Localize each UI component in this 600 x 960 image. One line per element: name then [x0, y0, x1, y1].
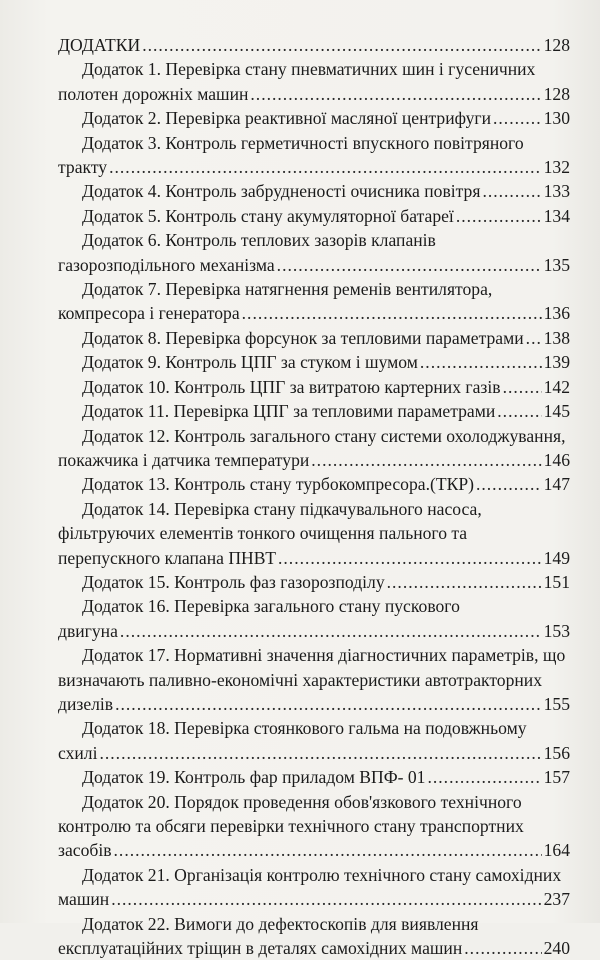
toc-entry-text: Додаток 1. Перевірка стану пневматичних шин і гусеничних [82, 59, 536, 80]
toc-entry-text: Додаток 22. Вимоги до дефектоскопів для виявлення [82, 913, 479, 934]
dot-leader [526, 326, 542, 350]
toc-entry-text: Додаток 14. Перевірка стану підкачувального насоса, [82, 498, 482, 519]
dot-leader [278, 546, 542, 570]
toc-entry-page: 164 [543, 840, 570, 861]
toc-entry[interactable] [58, 326, 570, 350]
toc-entry-line [58, 326, 570, 350]
dot-leader [109, 155, 542, 179]
toc-entry-text: Додаток 20. Порядок проведення обов'язкового технічного [82, 791, 522, 812]
toc-entry-line [58, 253, 570, 277]
toc-entry-text: Додаток 4. Контроль забрудненості очисника повітря [82, 181, 481, 202]
toc-entry[interactable] [58, 424, 570, 473]
toc-entry-line [58, 912, 570, 936]
toc-entry[interactable] [58, 277, 570, 326]
toc-entry-text: визначають паливно-економічні характеристики автотракторних [58, 669, 543, 690]
toc-entry[interactable] [58, 570, 570, 594]
toc-entry-text: Додаток 10. Контроль ЦПГ за витратою картерних газів [82, 376, 501, 397]
toc-entry-line [58, 277, 570, 301]
toc-entry[interactable] [58, 375, 570, 399]
toc-entry-page: 133 [543, 181, 570, 202]
toc-entry-line [58, 82, 570, 106]
toc-entry-line [58, 399, 570, 423]
dot-leader [242, 301, 542, 325]
toc-entry-text: покажчика і датчика температури [58, 449, 310, 470]
toc-entry-text: газорозподільного механізма [58, 254, 275, 275]
dot-leader [277, 253, 542, 277]
dot-leader [387, 570, 542, 594]
toc-entry-page: 132 [543, 157, 570, 178]
toc-entry-text: Додаток 19. Контроль фар приладом ВПФ- 01 [82, 767, 426, 788]
toc-entry-line [58, 350, 570, 374]
toc-entry-page: 157 [543, 767, 570, 788]
toc-entry-page: 135 [543, 254, 570, 275]
toc-entry-line [58, 716, 570, 740]
toc-entry[interactable] [58, 399, 570, 423]
toc-entry-text: полотен дорожніх машин [58, 83, 249, 104]
dot-leader [142, 33, 541, 57]
dot-leader [482, 179, 541, 203]
toc-entry-line [58, 131, 570, 155]
toc-entry-line [58, 179, 570, 203]
toc-entry-page: 149 [543, 547, 570, 568]
toc-entry-text: Додаток 6. Контроль теплових зазорів клапанів [82, 230, 436, 251]
toc-entry[interactable] [58, 790, 570, 863]
toc-entry-text: дизелів [58, 693, 114, 714]
toc-entry-text: Додаток 16. Перевірка загального стану пускового [82, 596, 460, 617]
dot-leader [493, 106, 542, 130]
toc-entry-page: 146 [543, 449, 570, 470]
toc-entry-page: 147 [543, 474, 570, 495]
toc-heading-page: 128 [543, 35, 570, 55]
toc-entry-text: Додаток 21. Організація контролю технічного стану самохідних [82, 864, 562, 885]
toc-entry[interactable] [58, 716, 570, 765]
toc-entry-line [58, 57, 570, 81]
dot-leader [497, 399, 541, 423]
toc-entry-text: Додаток 12. Контроль загального стану системи охолоджування, [82, 425, 566, 446]
toc-entry-text: компресора і генератора [58, 303, 240, 324]
toc-heading[interactable] [58, 33, 570, 57]
table-of-contents [58, 33, 570, 960]
toc-entry-text: Додаток 17. Нормативні значення діагностичних параметрів, що [82, 645, 566, 666]
toc-entry-text: Додаток 18. Перевірка стоянкового гальма на подовжньому [82, 718, 527, 739]
toc-entry-line [58, 619, 570, 643]
toc-entry-text: Додаток 7. Перевірка натягнення ременів вентилятора, [82, 279, 493, 300]
toc-entry-line [58, 106, 570, 130]
dot-leader [114, 838, 542, 862]
toc-entry[interactable] [58, 497, 570, 570]
toc-heading-title: ДОДАТКИ [58, 35, 141, 55]
toc-entry[interactable] [58, 350, 570, 374]
toc-entry-line [58, 424, 570, 448]
toc-entry-line [58, 546, 570, 570]
dot-leader [427, 765, 541, 789]
toc-entry-line [58, 594, 570, 618]
toc-entry[interactable] [58, 863, 570, 912]
toc-entry-page: 136 [543, 303, 570, 324]
toc-entry[interactable] [58, 179, 570, 203]
toc-entry-line [58, 692, 570, 716]
toc-entry-page: 145 [543, 401, 570, 422]
toc-entry[interactable] [58, 57, 570, 106]
toc-entry[interactable] [58, 594, 570, 643]
toc-entry-line [58, 521, 570, 545]
toc-entry-text: експлуатаційних тріщин в деталях самохідних машин [58, 938, 463, 959]
toc-entry-line [58, 765, 570, 789]
toc-entry-text: Додаток 13. Контроль стану турбокомпресора.(ТКР) [82, 474, 474, 495]
toc-entry[interactable] [58, 106, 570, 130]
dot-leader [311, 448, 541, 472]
toc-entry-line [58, 570, 570, 594]
toc-entry-text: перепускного клапана ПНВТ [58, 547, 276, 568]
toc-entry-line [58, 643, 570, 667]
toc-entry-line [58, 497, 570, 521]
dot-leader [420, 350, 542, 374]
dot-leader [250, 82, 541, 106]
toc-entry[interactable] [58, 643, 570, 716]
toc-entry-page: 138 [543, 327, 570, 348]
toc-entry-text: Додаток 11. Перевірка ЦПГ за тепловими параметрами [82, 401, 496, 422]
toc-entry[interactable] [58, 204, 570, 228]
toc-entry-text: Додаток 15. Контроль фаз газорозподілу [82, 571, 385, 592]
toc-entry-line [58, 887, 570, 911]
dot-leader [503, 375, 542, 399]
toc-entry[interactable] [58, 228, 570, 277]
toc-entry-line [58, 301, 570, 325]
toc-entry-line [58, 863, 570, 887]
dot-leader [111, 887, 541, 911]
toc-entry-line [58, 228, 570, 252]
toc-entry[interactable] [58, 131, 570, 180]
toc-entry-line [58, 155, 570, 179]
toc-entry-page: 128 [543, 83, 570, 104]
toc-entry-text: засобів [58, 840, 112, 861]
dot-leader [120, 619, 542, 643]
toc-entry-line [58, 204, 570, 228]
dot-leader [99, 741, 541, 765]
toc-entry-text: Додаток 8. Перевірка форсунок за тепловими параметрами [82, 327, 524, 348]
toc-entry-text: двигуна [58, 620, 118, 641]
toc-entry-line [58, 838, 570, 862]
toc-entry[interactable] [58, 472, 570, 496]
toc-entry-page: 130 [543, 108, 570, 129]
toc-entry-line [58, 790, 570, 814]
toc-entry-line [58, 936, 570, 960]
toc-entry-line [58, 814, 570, 838]
toc-entry-page: 153 [543, 620, 570, 641]
toc-entry-line [58, 668, 570, 692]
toc-entry-text: фільтруючих елементів тонкого очищення пального та [58, 523, 468, 544]
toc-entry-text: схилі [58, 742, 98, 763]
toc-entry-text: Додаток 3. Контроль герметичності впускного повітряного [82, 132, 524, 153]
toc-entry-text: Додаток 5. Контроль стану акумуляторної батареї [82, 205, 454, 226]
dot-leader [464, 936, 541, 960]
toc-entry-text: Додаток 2. Перевірка реактивної масляної центрифуги [82, 108, 491, 129]
dot-leader [115, 692, 542, 716]
toc-entry[interactable] [58, 912, 570, 960]
toc-entry-line [58, 375, 570, 399]
toc-entry-page: 237 [543, 889, 570, 910]
toc-entry-line [58, 472, 570, 496]
toc-entry-line [58, 741, 570, 765]
toc-entry-text: контролю та обсяги перевірки технічного стану транспортних [58, 816, 524, 836]
toc-entry-page: 134 [543, 205, 570, 226]
toc-entry-page: 155 [543, 693, 570, 714]
toc-entry-page: 139 [543, 352, 570, 373]
toc-entry-page: 156 [543, 742, 570, 763]
toc-entry-page: 240 [543, 938, 570, 959]
toc-entry-text: Додаток 9. Контроль ЦПГ за стуком і шумом [82, 352, 418, 373]
toc-entry-page: 151 [543, 571, 570, 592]
toc-entry-page: 142 [543, 376, 570, 397]
toc-entry[interactable] [58, 765, 570, 789]
toc-entry-text: тракту [58, 157, 108, 178]
toc-entry-line [58, 448, 570, 472]
toc-entry-text: машин [58, 889, 110, 910]
dot-leader [476, 472, 542, 496]
dot-leader [456, 204, 542, 228]
